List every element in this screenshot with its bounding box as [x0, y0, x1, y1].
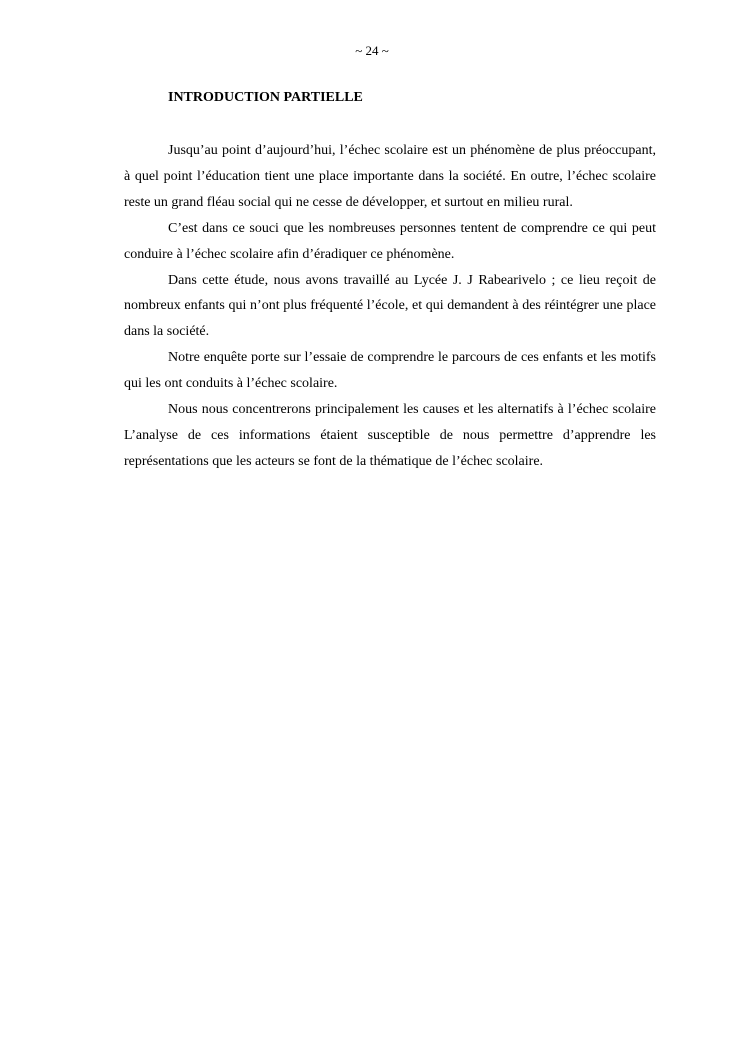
section-heading: INTRODUCTION PARTIELLE: [168, 90, 363, 105]
body-text: [124, 138, 656, 475]
page-number: ~ 24 ~: [355, 43, 389, 58]
paragraph: Notre enquête porte sur l’essaie de comprendre le parcours de ces enfants et les motifs qui les ont conduits à l’échec scolaire.: [124, 350, 656, 392]
paragraph: Nous nous concentrerons principalement les causes et les alternatifs à l’échec scolaire L’analyse de ces informations étaient susceptible de nous permettre d’apprendre les représentations que les acteurs se font de la thématique de l’échec scolaire.: [124, 402, 656, 469]
paragraph: Dans cette étude, nous avons travaillé au Lycée J. J Rabearivelo ; ce lieu reçoit de nombreux enfants qui n’ont plus fréquenté l’école, et qui demandent à des réintégrer une place dans la société.: [124, 272, 656, 340]
paragraph: Jusqu’au point d’aujourd’hui, l’échec scolaire est un phénomène de plus préoccupant, à quel point l’éducation tient une place importante dans la société. En outre, l’échec scolaire reste un grand fléau social qui ne cesse de développer, et surtout en milieu rural.: [124, 143, 656, 210]
paragraph: C’est dans ce souci que les nombreuses personnes tentent de comprendre ce qui peut conduire à l’échec scolaire afin d’éradiquer ce phénomène.: [124, 220, 656, 262]
